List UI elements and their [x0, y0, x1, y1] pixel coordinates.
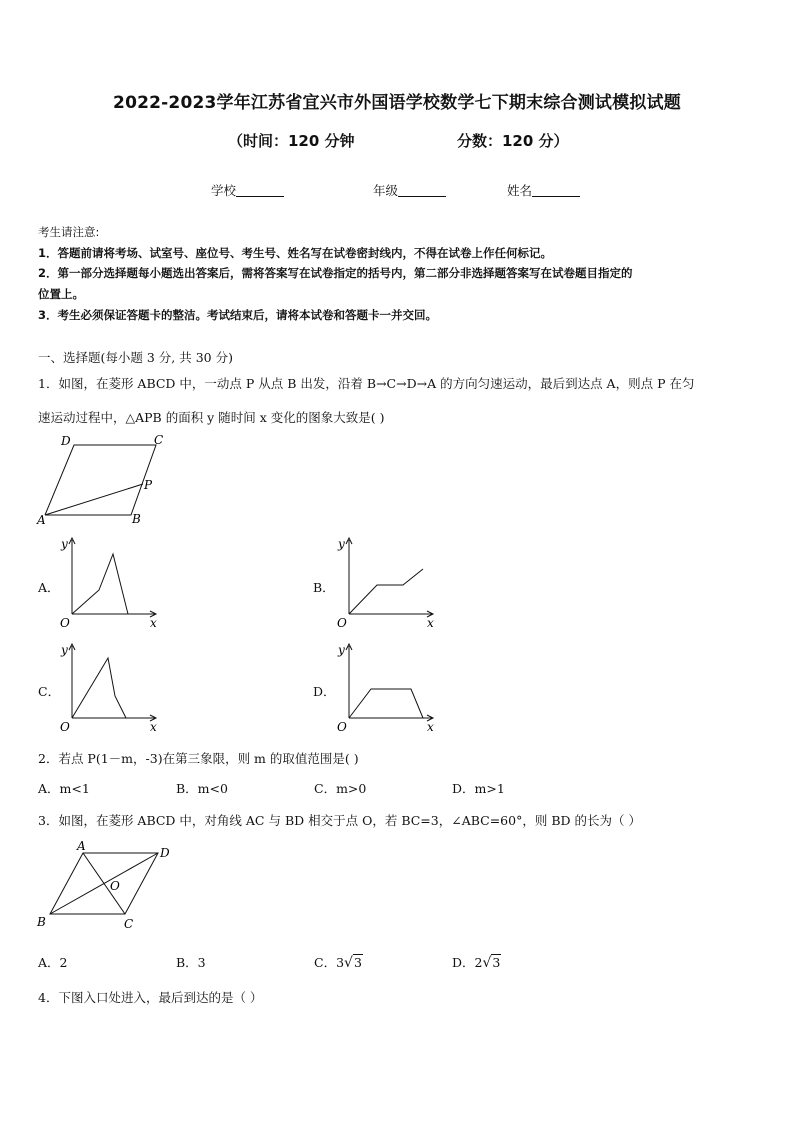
- label-A: A: [37, 513, 46, 527]
- grade-blank[interactable]: [398, 184, 446, 197]
- grade-label: 年级: [373, 183, 399, 198]
- axis-y: y: [338, 643, 345, 657]
- q2-option-a[interactable]: A．m<1: [38, 781, 90, 796]
- axis-x: x: [427, 720, 434, 734]
- label-C: C: [154, 433, 164, 447]
- axis-origin: O: [337, 720, 347, 734]
- radicand: 3: [492, 955, 501, 970]
- school-field[interactable]: [211, 181, 284, 199]
- label-C: C: [124, 917, 134, 931]
- section-heading: 一、选择题(每小题 3 分, 共 30 分): [38, 350, 233, 365]
- q3-option-b[interactable]: B．3: [176, 955, 206, 970]
- axis-origin: O: [60, 616, 70, 630]
- label-A: A: [77, 839, 86, 853]
- school-blank[interactable]: [236, 184, 284, 197]
- radicand: 3: [353, 955, 362, 970]
- axis-y: y: [61, 643, 68, 657]
- label-O: O: [110, 879, 120, 893]
- sqrt-icon: √: [482, 955, 492, 971]
- rhombus-outline: [45, 445, 156, 515]
- q1-graph-d: [335, 640, 439, 736]
- q2-option-c[interactable]: C．m>0: [314, 781, 367, 796]
- name-label: 姓名: [507, 183, 533, 198]
- label-D: D: [160, 846, 170, 860]
- label-B: B: [37, 915, 46, 929]
- q3-option-a[interactable]: A．2: [38, 955, 68, 970]
- axis-origin: O: [60, 720, 70, 734]
- axis-origin: O: [337, 616, 347, 630]
- grade-field[interactable]: [373, 181, 446, 199]
- notice-item-3: 3．考生必须保证答题卡的整洁。考试结束后，请将本试卷和答题卡一并交回。: [38, 308, 437, 322]
- q1-option-b[interactable]: B．: [313, 580, 335, 595]
- q1-option-c[interactable]: C．: [38, 684, 61, 699]
- axis-x: x: [427, 616, 434, 630]
- q1-stem-line2: 速运动过程中，△APB 的面积 y 随时间 x 变化的图象大致是( ): [38, 410, 385, 425]
- exam-score: 分数：120 分）: [457, 132, 569, 150]
- q1-stem-line1: 1．如图，在菱形 ABCD 中，一动点 P 从点 B 出发，沿着 B→C→D→A 的方向匀速运动，最后到达点 A，则点 P 在匀: [38, 376, 695, 391]
- label-B: B: [132, 512, 141, 526]
- q1-graph-a: [58, 534, 162, 630]
- q2-option-d[interactable]: D．m>1: [452, 781, 505, 796]
- sqrt-icon: √: [344, 955, 353, 971]
- q1-option-a[interactable]: A．: [38, 580, 60, 595]
- axis-x: x: [150, 616, 157, 630]
- label-P: P: [144, 478, 153, 492]
- q3-rhombus-figure: [33, 836, 183, 936]
- label-D: D: [61, 434, 71, 448]
- q3-stem: 3．如图，在菱形 ABCD 中，对角线 AC 与 BD 相交于点 O，若 BC=3，∠ABC=60°，则 BD 的长为（ ）: [38, 813, 641, 828]
- q4-stem: 4．下图入口处进入，最后到达的是（ ）: [38, 990, 263, 1005]
- q3-option-c[interactable]: [314, 953, 363, 971]
- q1-option-d[interactable]: D．: [313, 684, 336, 699]
- exam-time: （时间：120 分钟: [228, 132, 355, 150]
- q1-graph-c: [58, 640, 162, 736]
- name-blank[interactable]: [532, 184, 580, 197]
- q3-option-d[interactable]: [452, 953, 501, 971]
- q1-rhombus-figure: [30, 428, 180, 533]
- q3-option-c-text: C．3: [314, 955, 345, 970]
- q3-option-d-text: D．2: [452, 955, 483, 970]
- q2-stem: 2．若点 P(1－m，-3)在第三象限，则 m 的取值范围是( ): [38, 751, 359, 766]
- axis-x: x: [150, 720, 157, 734]
- q2-option-b[interactable]: B．m<0: [176, 781, 228, 796]
- q1-graph-b: [335, 534, 439, 630]
- school-label: 学校: [211, 183, 237, 198]
- axis-y: y: [61, 537, 68, 551]
- notice-item-2: 2．第一部分选择题每小题选出答案后，需将答案写在试卷指定的括号内，第二部分非选择题答案写在试卷题目指定的: [38, 266, 633, 280]
- notice-item-1: 1．答题前请将考场、试室号、座位号、考生号、姓名写在试卷密封线内，不得在试卷上作任何标记。: [38, 246, 552, 260]
- notice-heading: 考生请注意:: [38, 225, 100, 239]
- axis-y: y: [338, 537, 345, 551]
- notice-item-2-cont: 位置上。: [38, 287, 84, 301]
- segment-AP: [45, 484, 143, 515]
- exam-title: 2022-2023学年江苏省宜兴市外国语学校数学七下期末综合测试模拟试题: [113, 93, 681, 113]
- name-field[interactable]: [507, 181, 580, 199]
